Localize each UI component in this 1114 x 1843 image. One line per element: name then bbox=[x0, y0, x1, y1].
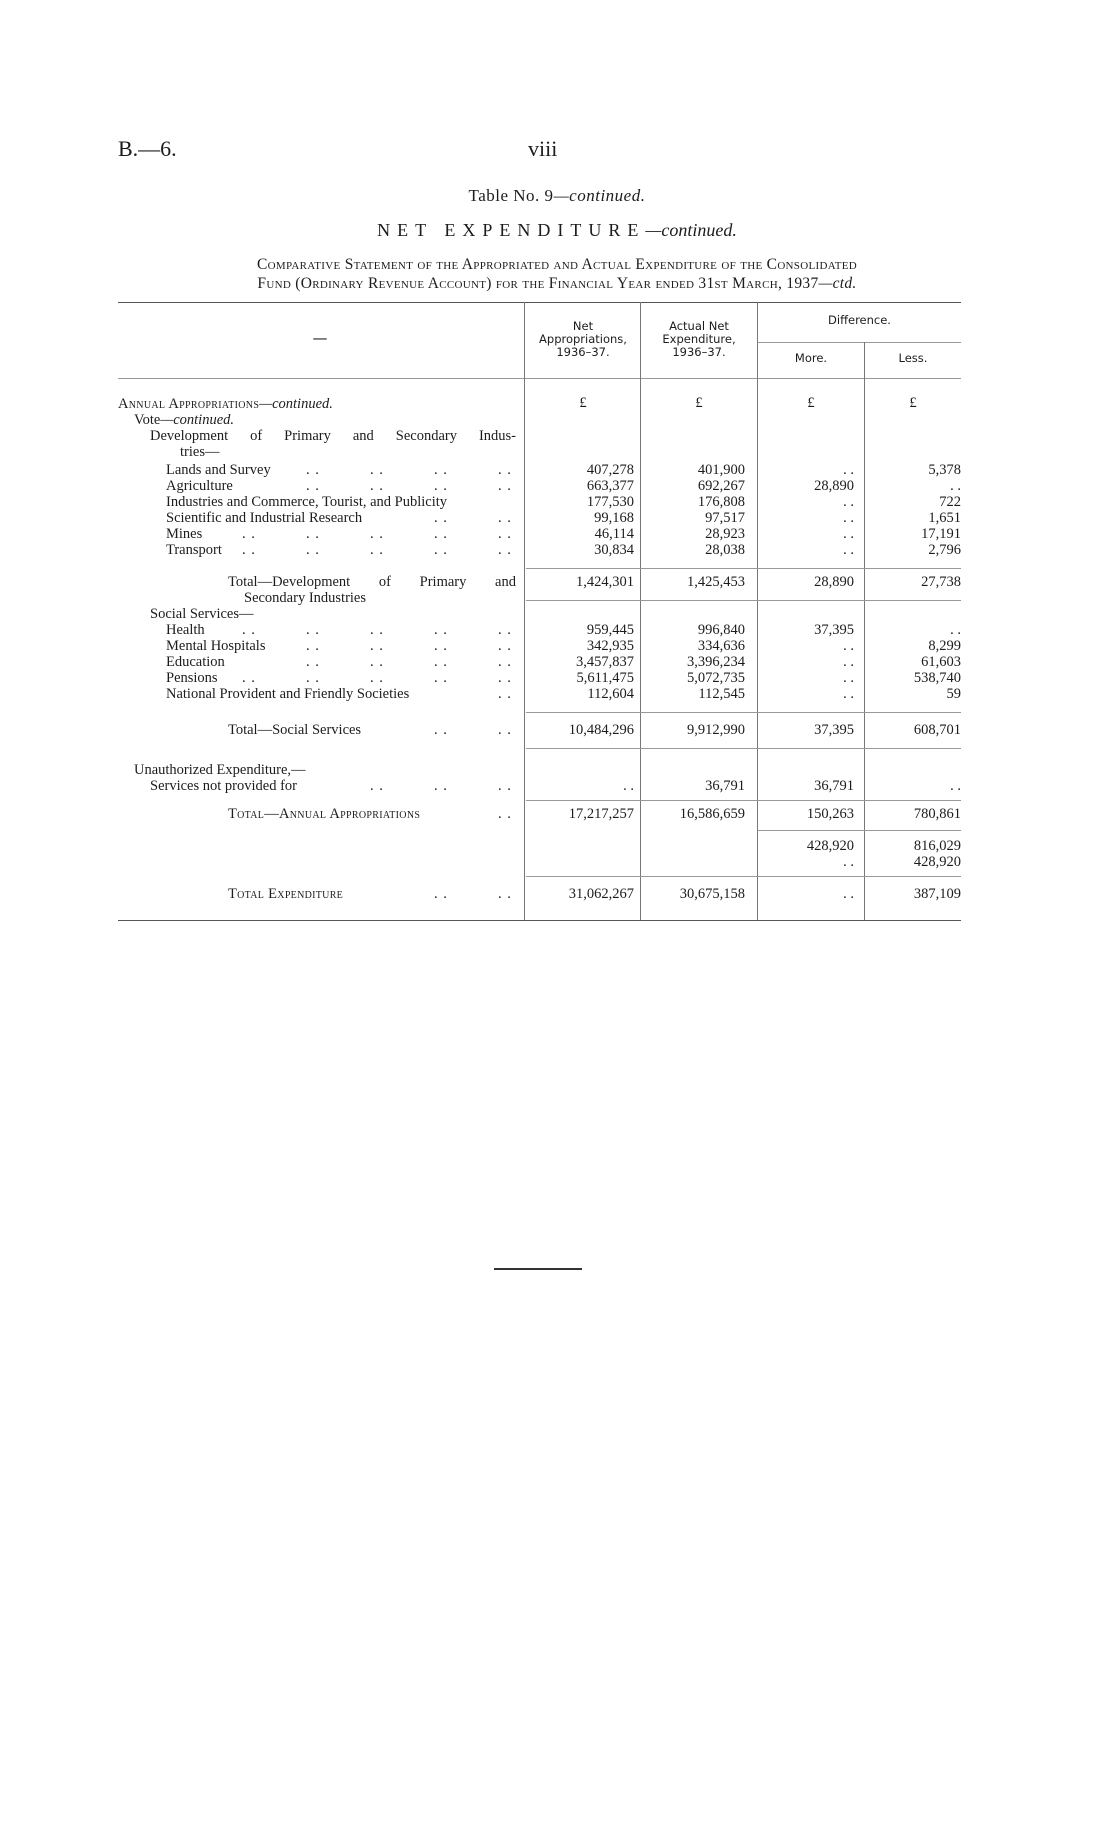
row-leader: . . bbox=[242, 622, 256, 638]
row-name: Industries and Commerce, Tourist, and Publicity bbox=[166, 494, 448, 510]
development-total-more: 28,890 bbox=[814, 574, 854, 590]
row-leader: . . bbox=[434, 542, 448, 558]
page-reference: B.—6. bbox=[118, 136, 177, 161]
row-more: 28,890 bbox=[814, 478, 854, 494]
row-more: . . bbox=[843, 654, 854, 670]
unauthorized-leader-3: . . bbox=[498, 778, 512, 794]
unauthorized-leader-1: . . bbox=[370, 778, 384, 794]
row-actual: 692,267 bbox=[697, 478, 745, 494]
row-actual: 3,396,234 bbox=[687, 654, 745, 670]
row-actual: 996,840 bbox=[697, 622, 745, 638]
row-more: 37,395 bbox=[814, 622, 854, 638]
row-net: 663,377 bbox=[586, 478, 634, 494]
annual-appropriations-suffix: —continued. bbox=[259, 396, 333, 412]
unauthorized-net: . . bbox=[623, 778, 634, 794]
annual-total-label: Total—Annual Appropriations bbox=[228, 806, 421, 822]
row-leader: . . bbox=[498, 638, 512, 654]
page-number: viii bbox=[528, 136, 558, 161]
row-more: . . bbox=[843, 462, 854, 478]
row-less: 538,740 bbox=[913, 670, 961, 686]
description-header-dash: — bbox=[312, 329, 328, 347]
development-total-label-line-2: Secondary Industries bbox=[244, 590, 367, 606]
row-leader: . . bbox=[306, 622, 320, 638]
social-total-more: 37,395 bbox=[814, 722, 854, 738]
annual-total-net: 17,217,257 bbox=[568, 806, 634, 822]
actual-expenditure-header-line-1: Actual Net bbox=[669, 319, 729, 333]
net-appropriations-header-line-1: Net bbox=[572, 319, 594, 333]
row-name: Mental Hospitals bbox=[166, 638, 266, 654]
development-label-line-1: Development of Primary and Secondary Indus- bbox=[150, 428, 516, 444]
grand-total-net: 31,062,267 bbox=[568, 886, 634, 902]
row-leader: . . bbox=[306, 478, 320, 494]
row-less: 5,378 bbox=[928, 462, 961, 478]
row-leader: . . bbox=[370, 526, 384, 542]
row-name: Mines bbox=[166, 526, 203, 542]
row-more: . . bbox=[843, 542, 854, 558]
row-net: 46,114 bbox=[594, 526, 634, 542]
row-actual: 97,517 bbox=[705, 510, 745, 526]
row-actual: 112,545 bbox=[698, 686, 745, 702]
row-leader: . . bbox=[498, 654, 512, 670]
grand-total-label: Total Expenditure bbox=[228, 886, 344, 902]
row-less: 17,191 bbox=[921, 526, 961, 542]
currency-net: £ bbox=[579, 395, 587, 411]
table-title-text: Table No. 9 bbox=[468, 186, 554, 205]
social-total-bottom-rule bbox=[526, 748, 961, 749]
row-more: . . bbox=[843, 510, 854, 526]
row-net: 5,611,475 bbox=[576, 670, 634, 686]
row-less: . . bbox=[950, 622, 961, 638]
development-total-bottom-rule bbox=[526, 600, 961, 601]
net-appropriations-header bbox=[526, 320, 640, 359]
vote-label bbox=[134, 412, 234, 428]
carried-less-2: 428,920 bbox=[913, 854, 961, 870]
row-leader: . . bbox=[498, 686, 512, 702]
net-appropriations-header-line-2: Appropriations, bbox=[539, 332, 627, 346]
development-total-net: 1,424,301 bbox=[576, 574, 634, 590]
annual-total-less: 780,861 bbox=[913, 806, 961, 822]
development-total-actual: 1,425,453 bbox=[687, 574, 745, 590]
row-leader: . . bbox=[370, 638, 384, 654]
social-total-actual: 9,912,990 bbox=[687, 722, 745, 738]
net-appropriations-header-line-3: 1936–37. bbox=[556, 345, 610, 359]
unauthorized-more: 36,791 bbox=[814, 778, 854, 794]
row-net: 99,168 bbox=[594, 510, 634, 526]
section-title-suffix: —continued. bbox=[645, 220, 737, 240]
caption-line-2-text: Fund (Ordinary Revenue Account) for the Financial Year ended 31st March, 1937 bbox=[257, 275, 819, 292]
development-total-label-line-1: Total—Development of Primary and bbox=[228, 574, 516, 590]
row-leader: . . bbox=[434, 638, 448, 654]
social-total-leader-2: . . bbox=[498, 722, 512, 738]
social-services-label: Social Services— bbox=[150, 606, 254, 622]
row-more: . . bbox=[843, 638, 854, 654]
unauthorized-label-line-1: Unauthorized Expenditure,— bbox=[134, 762, 306, 778]
row-leader: . . bbox=[306, 526, 320, 542]
row-leader: . . bbox=[306, 670, 320, 686]
table-bottom-rule bbox=[118, 920, 961, 921]
row-less: . . bbox=[950, 478, 961, 494]
row-leader: . . bbox=[498, 670, 512, 686]
row-more: . . bbox=[843, 526, 854, 542]
row-leader: . . bbox=[242, 670, 256, 686]
row-leader: . . bbox=[370, 670, 384, 686]
row-less: 59 bbox=[946, 686, 961, 702]
table-title-suffix: —continued. bbox=[553, 186, 646, 205]
row-actual: 334,636 bbox=[697, 638, 745, 654]
unauthorized-leader-2: . . bbox=[434, 778, 448, 794]
currency-more: £ bbox=[807, 395, 815, 411]
row-net: 177,530 bbox=[586, 494, 634, 510]
row-name: Pensions bbox=[166, 670, 218, 686]
vote-suffix: —continued. bbox=[160, 412, 235, 428]
annual-appropriations-label bbox=[118, 396, 333, 412]
annual-total-more: 150,263 bbox=[806, 806, 854, 822]
carried-more-2: . . bbox=[843, 854, 854, 870]
row-actual: 28,923 bbox=[705, 526, 745, 542]
annual-total-leader: . . bbox=[498, 806, 512, 822]
row-actual: 5,072,735 bbox=[687, 670, 745, 686]
row-leader: . . bbox=[434, 654, 448, 670]
row-leader: . . bbox=[498, 462, 512, 478]
row-leader: . . bbox=[370, 622, 384, 638]
row-name: Transport bbox=[166, 542, 222, 558]
row-leader: . . bbox=[370, 542, 384, 558]
row-leader: . . bbox=[434, 478, 448, 494]
table-title bbox=[0, 186, 1114, 206]
annual-total-top-rule bbox=[526, 800, 961, 801]
row-name: Education bbox=[166, 654, 225, 670]
grand-total-more: . . bbox=[843, 886, 854, 902]
row-net: 407,278 bbox=[586, 462, 634, 478]
social-total-leader-1: . . bbox=[434, 722, 448, 738]
unauthorized-actual: 36,791 bbox=[705, 778, 745, 794]
row-name: Health bbox=[166, 622, 205, 638]
row-name: National Provident and Friendly Societies bbox=[166, 686, 410, 702]
row-less: 722 bbox=[939, 494, 961, 510]
row-name: Scientific and Industrial Research bbox=[166, 510, 363, 526]
row-leader: . . bbox=[306, 638, 320, 654]
section-title-text: NET EXPENDITURE bbox=[377, 220, 646, 240]
row-less: 2,796 bbox=[928, 542, 961, 558]
difference-rule bbox=[758, 342, 961, 343]
row-less: 1,651 bbox=[928, 510, 961, 526]
row-leader: . . bbox=[498, 478, 512, 494]
row-actual: 401,900 bbox=[697, 462, 745, 478]
row-net: 342,935 bbox=[586, 638, 634, 654]
difference-header: Difference. bbox=[828, 313, 891, 327]
grand-total-less: 387,109 bbox=[913, 886, 961, 902]
row-net: 30,834 bbox=[594, 542, 634, 558]
caption-suffix: —ctd. bbox=[818, 275, 857, 292]
row-leader: . . bbox=[306, 542, 320, 558]
header-bottom-rule bbox=[118, 378, 961, 379]
row-more: . . bbox=[843, 686, 854, 702]
more-header: More. bbox=[794, 351, 828, 365]
row-leader: . . bbox=[434, 670, 448, 686]
row-less: 8,299 bbox=[928, 638, 961, 654]
row-actual: 28,038 bbox=[705, 542, 745, 558]
actual-expenditure-header-line-3: 1936–37. bbox=[672, 345, 726, 359]
row-net: 3,457,837 bbox=[576, 654, 634, 670]
row-leader: . . bbox=[370, 462, 384, 478]
row-leader: . . bbox=[242, 542, 256, 558]
section-title bbox=[0, 220, 1114, 241]
table-top-rule bbox=[118, 302, 961, 303]
row-name: Lands and Survey bbox=[166, 462, 271, 478]
end-rule bbox=[494, 1268, 582, 1270]
unauthorized-less: . . bbox=[950, 778, 961, 794]
carried-more-1: 428,920 bbox=[806, 838, 854, 854]
actual-expenditure-header bbox=[641, 320, 757, 359]
carried-top-rule bbox=[758, 830, 961, 831]
row-leader: . . bbox=[434, 462, 448, 478]
annual-total-actual: 16,586,659 bbox=[679, 806, 745, 822]
actual-expenditure-header-line-2: Expenditure, bbox=[662, 332, 736, 346]
vote-text: Vote bbox=[134, 412, 161, 428]
row-leader: . . bbox=[370, 654, 384, 670]
row-actual: 176,808 bbox=[697, 494, 745, 510]
row-less: 61,603 bbox=[921, 654, 961, 670]
development-total-less: 27,738 bbox=[921, 574, 961, 590]
column-divider-1 bbox=[524, 302, 525, 920]
row-net: 112,604 bbox=[587, 686, 634, 702]
social-total-label: Total—Social Services bbox=[228, 722, 362, 738]
social-total-less: 608,701 bbox=[913, 722, 961, 738]
row-leader: . . bbox=[498, 526, 512, 542]
row-leader: . . bbox=[498, 510, 512, 526]
row-name: Agriculture bbox=[166, 478, 233, 494]
carried-less-1: 816,029 bbox=[913, 838, 961, 854]
grand-total-actual: 30,675,158 bbox=[679, 886, 745, 902]
caption-line-2 bbox=[0, 275, 1114, 293]
row-leader: . . bbox=[370, 478, 384, 494]
less-header: Less. bbox=[898, 351, 928, 365]
row-leader: . . bbox=[434, 622, 448, 638]
row-leader: . . bbox=[498, 542, 512, 558]
development-total-top-rule bbox=[526, 568, 961, 569]
row-leader: . . bbox=[306, 462, 320, 478]
grand-total-leader-1: . . bbox=[434, 886, 448, 902]
annual-appropriations-text: Annual Appropriations bbox=[118, 396, 260, 412]
social-total-top-rule bbox=[526, 712, 961, 713]
row-leader: . . bbox=[434, 510, 448, 526]
grand-total-top-rule bbox=[526, 876, 961, 877]
row-leader: . . bbox=[498, 622, 512, 638]
row-net: 959,445 bbox=[586, 622, 634, 638]
caption-line-1: Comparative Statement of the Appropriated and Actual Expenditure of the Consolidated bbox=[257, 256, 857, 273]
row-more: . . bbox=[843, 670, 854, 686]
grand-total-leader-2: . . bbox=[498, 886, 512, 902]
row-more: . . bbox=[843, 494, 854, 510]
row-leader: . . bbox=[242, 526, 256, 542]
row-leader: . . bbox=[306, 654, 320, 670]
currency-less: £ bbox=[909, 395, 917, 411]
development-label-line-2: tries— bbox=[180, 444, 220, 460]
social-total-net: 10,484,296 bbox=[568, 722, 634, 738]
unauthorized-label-line-2: Services not provided for bbox=[150, 778, 297, 794]
row-leader: . . bbox=[434, 526, 448, 542]
currency-actual: £ bbox=[695, 395, 703, 411]
